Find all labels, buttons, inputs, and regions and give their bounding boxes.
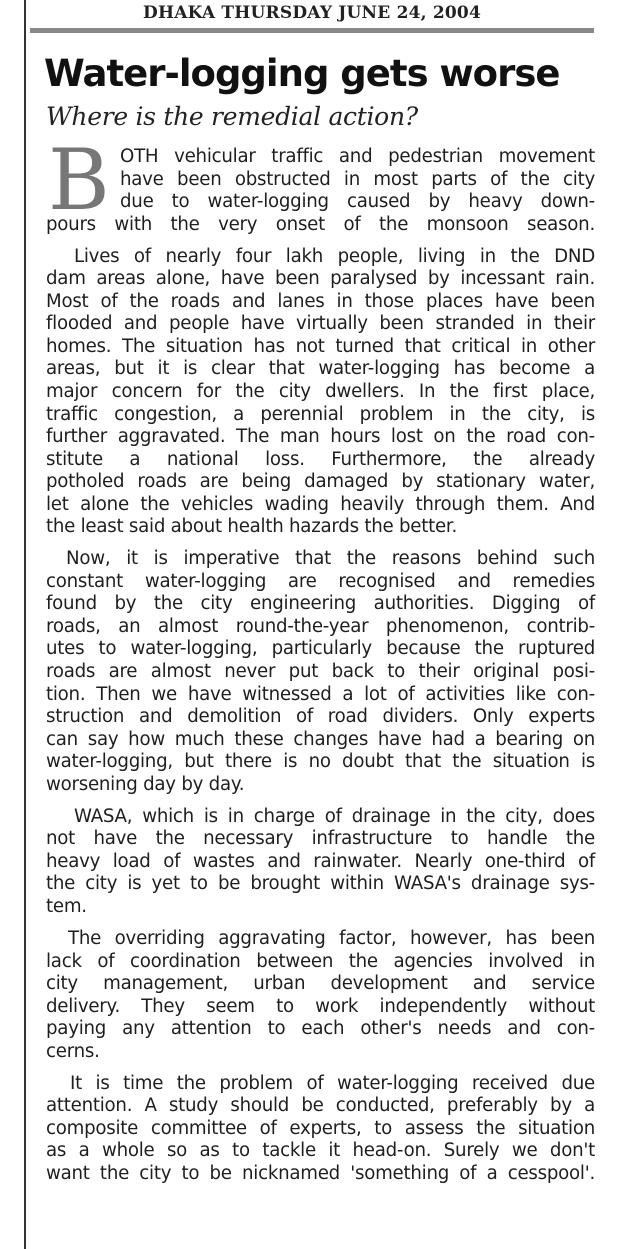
text-line: want the city to be nicknamed 'something of a cesspool'. xyxy=(46,1163,595,1185)
text-line: homes. The situation has not turned that critical in other xyxy=(46,335,595,357)
dateline: DHAKA THURSDAY JUNE 24, 2004 xyxy=(143,3,481,23)
text-line: WASA, which is in charge of drainage in the city, does xyxy=(74,805,595,827)
text-line: potholed roads are being damaged by stationary water, xyxy=(46,471,595,493)
paragraph-gap xyxy=(46,796,595,806)
text-line: cerns. xyxy=(46,1040,100,1062)
text-line: dam areas alone, have been paralysed by incessant rain. xyxy=(46,268,595,290)
text-line: struction and demolition of road dividers. Only experts xyxy=(46,706,595,728)
article-paragraph xyxy=(46,246,595,539)
text-line: tion. Then we have witnessed a lot of activities like con- xyxy=(46,683,595,705)
text-line: composite committee of experts, to assess the situation xyxy=(46,1117,595,1139)
article-paragraph xyxy=(46,806,595,919)
text-line: utes to water-logging, particularly because the ruptured xyxy=(46,638,595,660)
text-line: paying any attention to each other's needs and con- xyxy=(46,1018,595,1040)
article-paragraph xyxy=(46,1073,595,1186)
text-line: areas, but it is clear that water-logging has become a xyxy=(46,358,595,380)
article-paragraph xyxy=(46,548,595,796)
article-body xyxy=(46,131,595,1186)
text-line: further aggravated. The man hours lost on the road con- xyxy=(46,426,595,448)
text-line: traffic congestion, a perennial problem in the city, is xyxy=(46,403,595,425)
paragraph-gap xyxy=(46,919,595,929)
text-line: water-logging, but there is no doubt that the situation is xyxy=(46,751,595,773)
text-line: city management, urban development and service xyxy=(46,973,595,995)
text-line: The overriding aggravating factor, however, has been xyxy=(68,928,595,950)
paragraph-gap xyxy=(46,539,595,549)
paragraph-gap xyxy=(46,236,595,246)
paragraph-gap xyxy=(46,1063,595,1073)
article-paragraph xyxy=(46,131,595,236)
text-line: Most of the roads and lanes in those places have been xyxy=(46,290,595,312)
text-line: as a whole so as to tackle it head-on. Surely we don't xyxy=(46,1140,595,1162)
text-line: the least said about health hazards the better. xyxy=(46,516,457,538)
column-rule xyxy=(24,0,26,1249)
text-line: tem. xyxy=(46,896,87,917)
drop-cap: B xyxy=(48,131,110,229)
text-line: pours with the very onset of the monsoon season. xyxy=(46,213,595,235)
text-line: Now, it is imperative that the reasons behind such xyxy=(66,548,595,570)
article-paragraph xyxy=(46,928,595,1063)
text-line: can say how much these changes have had a bearing on xyxy=(46,728,595,750)
text-line: Lives of nearly four lakh people, living in the DND xyxy=(74,245,595,267)
text-line: the city is yet to be brought within WASA's drainage sys- xyxy=(46,873,595,895)
text-line: worsening day by day. xyxy=(46,773,245,795)
text-line: attention. A study should be conducted, preferably by a xyxy=(46,1095,595,1117)
text-line: not have the necessary infrastructure to handle the xyxy=(46,828,595,850)
headline: Water-logging gets worse xyxy=(44,52,560,95)
text-line: heavy load of wastes and rainwater. Nearly one-third of xyxy=(46,850,595,872)
text-line: let alone the vehicles wading heavily through them. And xyxy=(46,493,595,515)
text-line: found by the city engineering authorities. Digging of xyxy=(46,593,595,615)
text-line: roads, an almost round-the-year phenomenon, contrib- xyxy=(46,615,595,637)
subhead: Where is the remedial action? xyxy=(46,102,418,131)
text-line: roads are almost never put back to their original posi- xyxy=(46,661,595,683)
text-line: flooded and people have virtually been stranded in their xyxy=(46,313,595,335)
text-line: due to water-logging caused by heavy down- xyxy=(120,191,595,213)
text-line: It is time the problem of water-logging received due xyxy=(70,1072,595,1094)
text-line: constant water-logging are recognised and remedies xyxy=(46,570,595,592)
text-line: stitute a national loss. Furthermore, the already xyxy=(46,448,595,470)
text-line: OTH vehicular traffic and pedestrian movement xyxy=(120,146,595,167)
text-line: major concern for the city dwellers. In the first place, xyxy=(46,380,595,402)
text-line: have been obstructed in most parts of the city xyxy=(120,168,595,190)
dateline-rule xyxy=(30,28,594,33)
text-line: delivery. They seem to work independently without xyxy=(46,995,595,1017)
text-line: lack of coordination between the agencies involved in xyxy=(46,950,595,972)
